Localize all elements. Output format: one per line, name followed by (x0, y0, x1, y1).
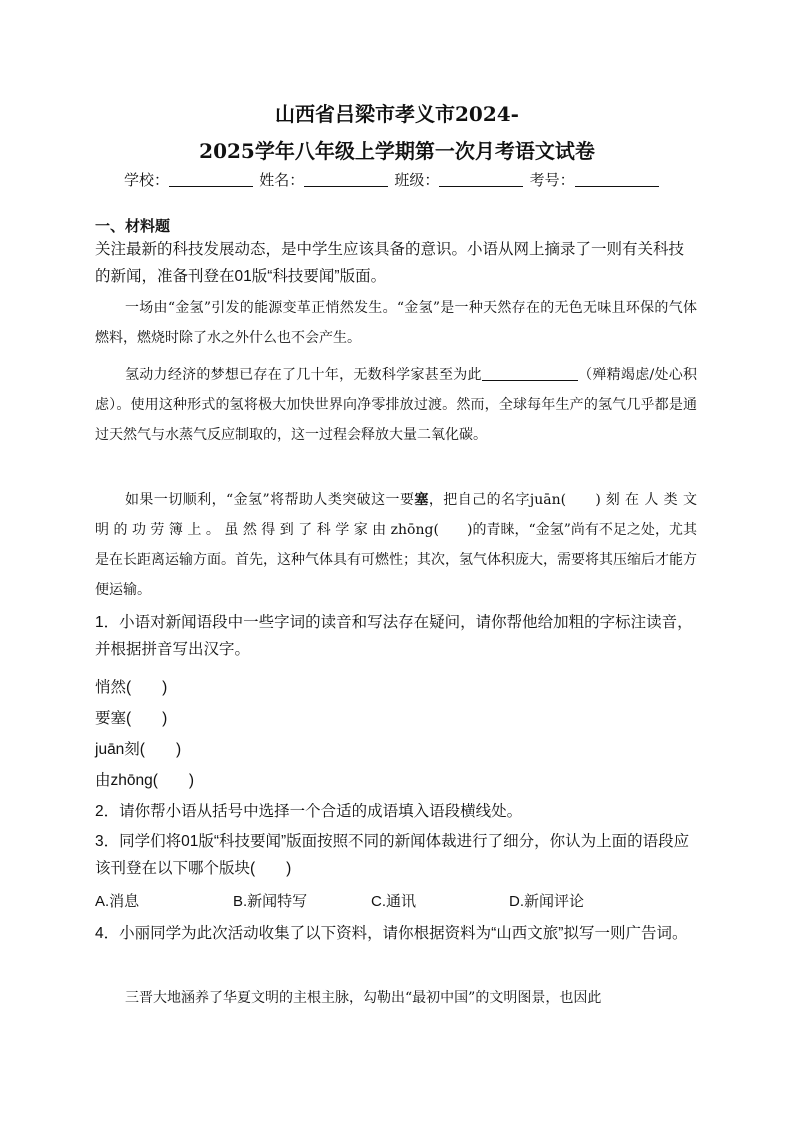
option-d[interactable]: D.新闻评论 (509, 893, 585, 910)
option-a[interactable]: A.消息 (95, 893, 140, 910)
section-heading: 一、材料题 (95, 218, 171, 235)
name-blank[interactable] (304, 171, 388, 187)
class-label: 班级： (394, 172, 440, 189)
name-label: 姓名： (259, 172, 305, 189)
bold-char: 塞 (414, 492, 429, 508)
material-paragraph: 三晋大地涵养了华夏文明的主根主脉，勾勒出“最初中国”的文明图景，也因此 (125, 990, 602, 1006)
q1-item-c: juān刻( ) (95, 741, 182, 758)
idiom-blank[interactable] (482, 366, 578, 381)
school-blank[interactable] (169, 171, 253, 187)
q1-item-b: 要塞( ) (95, 710, 168, 727)
school-label: 学校： (124, 172, 170, 189)
q1-item-d: 由zhōng( ) (95, 772, 195, 789)
number-blank[interactable] (575, 171, 659, 187)
option-c[interactable]: C.通讯 (371, 893, 417, 910)
question-3-stem: 3．同学们将01版“科技要闻”版面按照不同的新闻体裁进行了细分，你认为上面的语段应该刊登在以下哪个版块( ) (95, 833, 690, 877)
question-2: 2．请你帮小语从括号中选择一个合适的成语填入语段横线处。 (95, 803, 523, 820)
number-label: 考号： (529, 172, 575, 189)
news-paragraph-2: 氢动力经济的梦想已存在了几十年，无数科学家甚至为此 （殚精竭虑/处心积虑）。使用这种形式的氢将极大加快世界向净零排放过渡。然而，全球每年生产的氢气几乎都是通过天然气与水蒸气反应制取的，这一过程会释放大量二氧化碳。 (95, 367, 698, 443)
student-info-row (124, 170, 684, 192)
exam-title-line2: 2025学年八年级上学期第一次月考语文试卷 (199, 139, 595, 163)
news-paragraph-1: 一场由“金氢”引发的能源变革正悄然发生。“金氢”是一种天然存在的无色无味且环保的气体燃料，燃烧时除了水之外什么也不会产生。 (95, 300, 697, 346)
question-4: 4．小丽同学为此次活动收集了以下资料，请你根据资料为“山西文旅”拟写一则广告词。 (95, 925, 688, 942)
class-blank[interactable] (439, 171, 523, 187)
q1-item-a: 悄然( ) (95, 679, 168, 696)
news-paragraph-3: 如果一切顺利，“金氢”将帮助人类突破这一要塞，把自己的名字juān( ) 刻 在 人 类 文 明 的 功 劳 簿 上 。 虽 然 得 到 了 科 学 家 由 zhōng( )的青睐，“金氢”尚有不足之处，尤其是在长距离运输方面。首先，这种气体具有可燃性；其次，氢气体积庞大，需要将其压缩后才能方便运输。 (95, 492, 697, 598)
question-1-stem: 1．小语对新闻语段中一些字词的读音和写法存在疑问，请你帮他给加粗的字标注读音，并根据拼音写出汉字。 (95, 614, 693, 658)
option-b[interactable]: B.新闻特写 (233, 893, 308, 910)
intro-paragraph: 关注最新的科技发展动态，是中学生应该具备的意识。小语从网上摘录了一则有关科技的新闻，准备刊登在01版“科技要闻”版面。 (95, 241, 685, 285)
exam-title-line1: 山西省吕梁市孝义市2024- (275, 102, 519, 126)
